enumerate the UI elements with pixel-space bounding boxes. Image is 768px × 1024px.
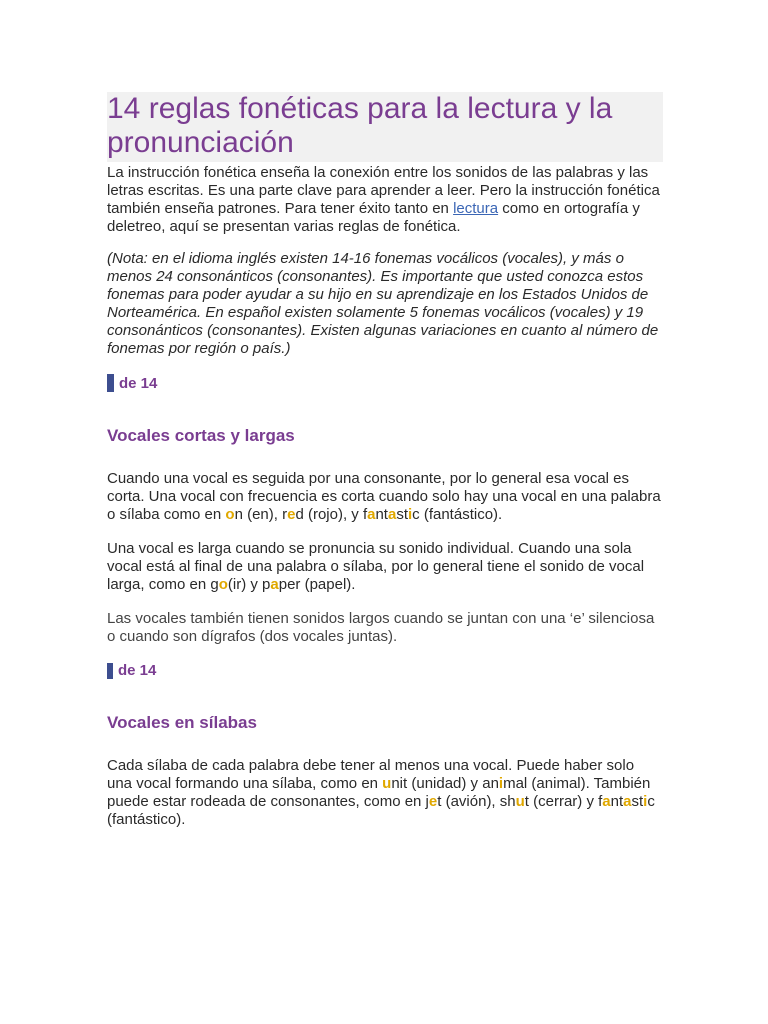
text-segment: n (en), r: [234, 506, 288, 523]
text-segment: Cuando una vocal es seguida por una consonante, por lo general esa vocal es corta. Una vocal con frecuencia es corta cuando solo hay una vocal en una palabra o sílaba como en: [107, 470, 661, 523]
text-segment: st: [396, 506, 408, 523]
text-segment: c (fantástico).: [107, 793, 655, 828]
step-bar-icon: [107, 663, 113, 679]
text-segment: nit (unidad) y an: [391, 775, 499, 792]
section1-paragraph-3: Las vocales también tienen sonidos largos cuando se juntan con una ‘e’ silenciosa o cuando son dígrafos (dos vocales juntas).: [107, 610, 655, 645]
text-segment: per (papel).: [278, 576, 356, 593]
section1-paragraph-2: [107, 540, 663, 594]
highlighted-vowel: i: [643, 793, 648, 810]
highlighted-vowel: u: [515, 793, 525, 810]
highlighted-vowel: e: [428, 793, 438, 810]
section-title-vocales-cortas: Vocales cortas y largas: [107, 426, 295, 445]
section-title-vocales-silabas: Vocales en sílabas: [107, 713, 257, 732]
text-segment: Cada sílaba de cada palabra debe tener al menos una vocal. Puede haber solo una vocal formando una sílaba, como en: [107, 757, 635, 792]
text-segment: nt: [610, 793, 624, 810]
step-indicator-1: [107, 374, 663, 392]
highlighted-vowel: e: [287, 506, 296, 523]
text-segment: (ir) y p: [227, 576, 271, 593]
highlighted-vowel: o: [225, 506, 235, 523]
lectura-link[interactable]: lectura: [453, 200, 499, 217]
intro-text-end: como en ortografía y deletreo, aquí se presentan varias reglas de fonética.: [107, 200, 640, 235]
highlighted-vowel: a: [623, 793, 632, 810]
page-title: 14 reglas fonéticas para la lectura y la pronunciación: [107, 92, 613, 159]
text-segment: d (rojo), y f: [295, 506, 368, 523]
title-box: [107, 92, 663, 162]
note-paragraph: (Nota: en el idioma inglés existen 14-16 fonemas vocálicos (vocales), y más o menos 24 consonánticos (consonantes). Es importante que usted conozca estos fonemas para poder ayudar a su hijo en su aprendizaje en los Estados Unidos de Norteamérica. En español existen solamente 5 fonemas vocálicos (vocales) y 19 consonánticos (consonantes). Existen algunas variaciones en cuanto al número de fonemas por región o país.): [107, 250, 659, 357]
text-segment: c (fantástico).: [412, 506, 503, 523]
step-indicator-2: [107, 662, 663, 679]
step-label: de 14: [118, 662, 157, 679]
highlighted-vowel: a: [387, 506, 397, 523]
highlighted-vowel: i: [408, 506, 413, 523]
highlighted-vowel: a: [270, 576, 279, 593]
text-segment: t (avión), sh: [437, 793, 516, 810]
intro-text-start: La instrucción fonética enseña la conexión entre los sonidos de las palabras y las letras escritas. Es una parte clave para aprender a leer. Pero la instrucción fonética también enseña patrones. Para tener éxito tanto en: [107, 164, 660, 217]
highlighted-vowel: a: [602, 793, 611, 810]
section1-paragraph-1: [107, 470, 663, 524]
text-segment: nt: [375, 506, 388, 523]
intro-paragraph: [107, 164, 663, 236]
highlighted-vowel: i: [498, 775, 504, 792]
text-segment: t (cerrar) y f: [524, 793, 603, 810]
step-label: de 14: [119, 374, 158, 392]
text-segment: Una vocal es larga cuando se pronuncia su sonido individual. Cuando una sola vocal está al final de una palabra o sílaba, por lo general tiene el sonido de vocal larga, como en g: [107, 540, 645, 593]
step-bar-icon: [107, 374, 114, 392]
text-segment: mal (animal). También puede estar rodeada de consonantes, como en j: [107, 775, 651, 810]
highlighted-vowel: a: [367, 506, 376, 523]
text-segment: st: [631, 793, 644, 810]
highlighted-vowel: u: [382, 775, 392, 792]
section2-paragraph-1: [107, 757, 663, 829]
highlighted-vowel: o: [218, 576, 228, 593]
article: [107, 92, 663, 829]
